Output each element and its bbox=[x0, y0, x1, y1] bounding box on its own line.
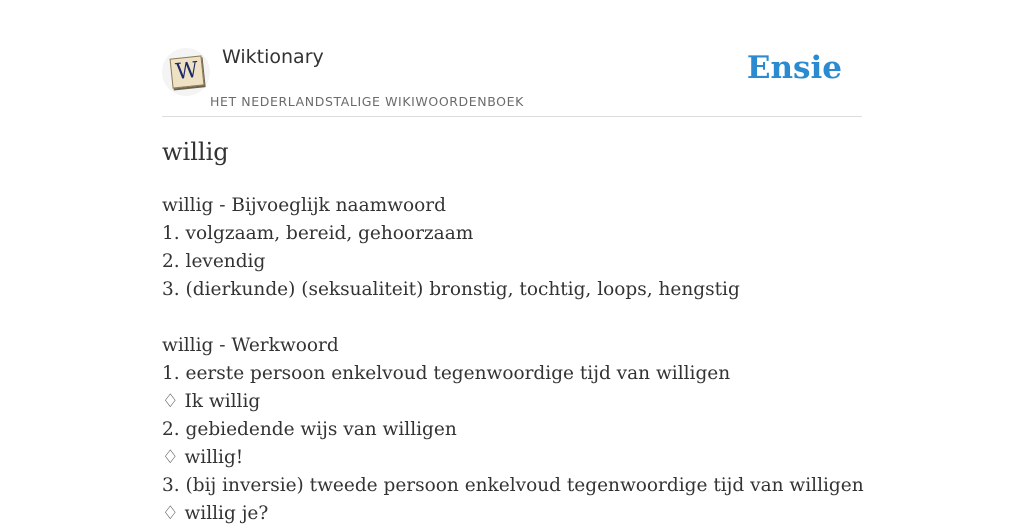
example-line: ♢ willig je? bbox=[162, 503, 269, 524]
definition-line: 1. eerste persoon enkelvoud tegenwoordige tijd van willigen bbox=[162, 363, 731, 384]
definition-line: 1. volgzaam, bereid, gehoorzaam bbox=[162, 223, 474, 244]
ensie-brand-link[interactable]: Ensie bbox=[746, 50, 842, 86]
wiktionary-logo[interactable] bbox=[162, 48, 210, 96]
definition-content bbox=[162, 192, 862, 528]
entry-heading: willig - Bijvoeglijk naamwoord bbox=[162, 195, 446, 216]
site-tagline: HET NEDERLANDSTALIGE WIKIWOORDENBOEK bbox=[210, 94, 524, 109]
example-line: ♢ willig! bbox=[162, 447, 244, 468]
entry-adjective bbox=[162, 192, 862, 304]
logo-tile-icon: W bbox=[170, 55, 205, 88]
example-line: ♢ Ik willig bbox=[162, 391, 261, 412]
site-header bbox=[162, 46, 862, 117]
entry-heading: willig - Werkwoord bbox=[162, 335, 339, 356]
definition-line: 2. gebiedende wijs van willigen bbox=[162, 419, 457, 440]
definition-line: 2. levendig bbox=[162, 251, 266, 272]
definition-line: 3. (dierkunde) (seksualiteit) bronstig, tochtig, loops, hengstig bbox=[162, 279, 740, 300]
entry-verb bbox=[162, 332, 862, 528]
page-title: willig bbox=[162, 138, 229, 166]
site-name[interactable]: Wiktionary bbox=[222, 46, 324, 68]
definition-line: 3. (bij inversie) tweede persoon enkelvoud tegenwoordige tijd van willigen bbox=[162, 475, 864, 496]
entry-spacer bbox=[162, 304, 862, 332]
